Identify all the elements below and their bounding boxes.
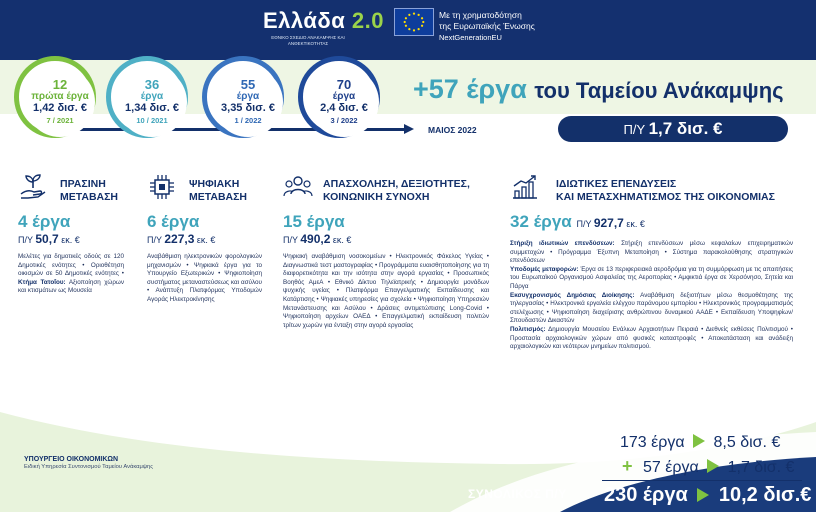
category-count [510,212,793,234]
eu-flag-icon [394,8,434,36]
description-paragraph [510,240,793,266]
category-title-line-2: ΚΑΙ ΜΕΤΑΣΧΗΜΑΤΙΣΜΟΣ ΤΗΣ ΟΙΚΟΝΟΜΙΑΣ [556,191,775,203]
eu-line-2: της Ευρωπαϊκής Ένωσης [439,21,535,31]
ministry-subtitle: Ειδική Υπηρεσία Συντονισμού Ταμείου Ανάκαμψης [24,464,154,470]
category-green-transition [18,168,124,296]
milestone-amount: 1,34 δισ. € [125,101,179,114]
amount-suffix: εκ. € [626,219,645,229]
milestone-date: 1 / 2022 [234,115,262,125]
total-amount: 10,2 δισ.€ [718,484,812,506]
summary-amount: 8,5 δισ. € [713,434,781,451]
summary-amount: 1,7 δισ. € [727,459,795,476]
headline [413,74,784,105]
budget-value: 1,7 δισ. € [648,119,723,138]
category-description: Ψηφιακή αναβάθμιση νοσοκομείων • Ηλεκτρονικός Φάκελος Υγείας • Διαγνωστικά τεστ μαστογραφίας • Προγράμματα ευαισθητοποίησης για τη διαφορετικότητα και την ισότητα στην αγορά εργασίας • Προσωπικός Βοηθός ΑμεΑ • Εθνικό Δίκτυο Τηλεϊατρικής • Δημιουργία μονάδων ψυχικής υγείας • Πλατφόρμα Επαγγελματικής Εκπαίδευσης και Κατάρτισης • Ψηφιακές υπηρεσίες για σχολεία • Ψηφιοποίηση Υπηρεσιών Μετανάστευσης και Ασύλου • Δράσεις αντιμετώπισης Long-Covid • Ψηφιοποίηση αρχείων ΟΑΕΔ • Επαγγελματική εκπαίδευση πολιτών τρίτων χωρών για ένταξη στην αγορά εργασίας [283,253,489,329]
budget-pill [558,116,788,142]
budget-prefix: Π/Υ [623,122,645,137]
amount-value: 927,7 [593,216,624,230]
category-digital-transition [147,168,262,305]
arrow-right-icon [697,488,709,502]
category-private-investment [510,168,793,352]
amount-value: 50,7 [35,232,59,246]
milestone-label: έργα [332,90,356,102]
category-description: Αναβάθμιση ηλεκτρονικών φορολογικών μηχανισμών • Ψηφιακά έργα για το Υπουργείο Εξωτερικών • Ψηφιοποίηση συστήματος μεταναστεύσεως και ασύλου • Ανάπτυξη Πλατφόρμας Υποδομών Αγοράς Ηλεκτροκίνησης [147,253,262,303]
eu-funding-text [439,10,535,43]
amount-prefix: Π/Υ [283,235,298,245]
headline-plus: +57 έργα [413,74,527,104]
category-title-line-1: ΑΠΑΣΧΟΛΗΣΗ, ΔΕΞΙΟΤΗΤΕΣ, [323,178,470,190]
paragraph-text: Έργα σε 13 περιφερειακά αεροδρόμια για τη συμμόρφωση με τις απαιτήσεις του Ευρωπαϊκού Οργανισμού Ασφαλείας της Αεροπορίας • Αμφικτιά έργα σε Χερσόνησο, Σητεία και Πάργα [510,265,793,290]
header-bar [0,0,816,60]
headline-date: ΜΑΙΟΣ 2022 [428,125,477,135]
growth-chart-icon [510,172,540,202]
timeline-arrow-icon [404,124,414,134]
amount-suffix: εκ. € [332,235,352,245]
amount-suffix: εκ. € [196,235,216,245]
milestone-amount: 3,35 δισ. € [221,101,275,114]
paragraph-heading: Υποδομές μεταφορών: [510,265,579,273]
milestone-label: πρώτα έργα [31,90,89,102]
arrow-right-icon [693,434,705,448]
brand-logo [263,8,384,46]
category-title-line-1: ΨΗΦΙΑΚΗ [189,178,240,190]
amount-prefix: Π/Υ [576,219,592,229]
summary-row-previous [620,434,780,452]
total-label: ΣΥΝΟΛΙΚΟΣ Π/Υ [468,487,567,501]
summary-divider [602,480,802,481]
milestone-count: 55 [240,76,256,92]
category-title-line-1: ΠΡΑΣΙΝΗ [60,178,106,190]
category-amount [147,232,262,247]
eu-line-3: NextGenerationEU [439,33,502,42]
milestone-2 [106,56,188,138]
category-description [510,240,793,352]
milestone-count: 70 [336,76,352,92]
category-count: 4 έργα [18,212,71,231]
summary-row-new [622,456,794,477]
category-description [18,253,124,296]
brand-version: 2.0 [351,8,384,33]
amount-value: 227,3 [164,232,195,246]
description-text: Μελέτες για δημοτικές οδούς σε 120 Δημοτικές ενότητες • Οριοθέτηση οικισμών σε 50 Δημοτικές ενότητες • [18,253,124,278]
milestone-date: 7 / 2021 [46,115,74,125]
seedling-hand-icon [18,172,48,202]
paragraph-heading: Πολιτισμός: [510,325,546,333]
description-paragraph [510,266,793,292]
brand-subtitle: ΕΘΝΙΚΟ ΣΧΕΔΙΟ ΑΝΑΚΑΜΨΗΣ ΚΑΙ ΑΝΘΕΚΤΙΚΟΤΗΤΑΣ [271,35,345,46]
milestone-label: έργα [236,90,260,102]
category-count: 6 έργα [147,212,200,231]
category-title-line-2: ΜΕΤΑΒΑΣΗ [189,191,248,203]
summary-projects: 173 έργα [620,434,685,451]
category-title-line-1: ΙΔΙΩΤΙΚΕΣ ΕΠΕΝΔΥΣΕΙΣ [556,178,677,190]
brand-name: Ελλάδα [263,8,346,33]
amount-value: 490,2 [300,232,331,246]
category-title-line-2: ΚΟΙΝΩΝΙΚΗ ΣΥΝΟΧΗ [323,191,430,203]
category-amount [18,232,124,247]
paragraph-heading: Εκσυγχρονισμός Δημόσιας Διοίκησης: [510,291,635,299]
amount-prefix: Π/Υ [147,235,162,245]
digital-chip-icon [147,172,177,202]
headline-rest: του Ταμείου Ανάκαμψης [534,78,784,103]
category-employment-skills [283,168,489,330]
milestone-amount: 1,42 δισ. € [33,101,87,114]
paragraph-heading: Στήριξη ιδιωτικών επενδύσεων: [510,240,615,247]
summary-projects: 57 έργα [642,459,699,476]
people-group-icon [283,172,313,202]
description-tail: Αξιοποίηση χώρων και κτισμάτων ως Μουσεία [18,278,124,295]
category-count: 15 έργα [283,212,345,231]
paragraph-text: Στήριξη επενδύσεων μέσω κεφαλαίων επιχειρηματικών συμμετοχών • Πρόγραμμα Έξυπνη Μεταποίηση • Σύστημα παρακολούθησης στρατηγικών επενδύσεων [510,240,794,265]
amount-prefix: Π/Υ [18,235,33,245]
summary-row-total [604,484,811,507]
milestone-label: έργα [140,90,164,102]
milestone-4 [298,56,380,138]
arrow-right-icon [707,459,719,473]
paragraph-text: Δημιουργία Μουσείου Ενάλιων Αρχαιοτήτων Πειραιά • Διεθνείς εκθέσεις Πολιτισμού • Προστασία αρχαιολογικών χώρων από φυσικές καταστροφές • Αποκατάσταση και ανάδειξη αρχαιολογικών και νεότερων μνημείων πολιτισμού. [510,325,793,351]
description-bold: Κτήμα Τατοΐου: [18,278,66,286]
milestone-3 [202,56,284,138]
ministry-block [24,456,153,470]
description-paragraph [510,326,793,352]
category-amount [283,232,489,247]
milestone-1 [14,56,96,138]
total-projects: 230 έργα [604,484,688,506]
milestone-date: 3 / 2022 [330,115,358,125]
milestone-date: 10 / 2021 [136,115,168,125]
category-title-line-2: ΜΕΤΑΒΑΣΗ [60,191,119,203]
category-count-value: 32 έργα [510,212,572,231]
eu-line-1: Με τη χρηματοδότηση [439,10,522,20]
plus-icon: + [622,456,633,476]
milestone-count: 36 [144,76,160,92]
milestone-count: 12 [52,76,68,92]
amount-suffix: εκ. € [61,235,80,245]
ministry-name: ΥΠΟΥΡΓΕΙΟ ΟΙΚΟΝΟΜΙΚΩΝ [24,456,119,463]
paragraph-text: Αναβάθμιση δεξιοτήτων μέσω θεσμοθέτησης της τηλεργασίας • Ηλεκτρονικά εργαλεία ελέγχου παράνομου εμπορίου • Ηλεκτρονικός προγραμματισμός στελέχωσης • Ψηφιοποίηση διαχείρισης ανθρώπινου δυναμικού ΑΑΔΕ • Εκπαίδευση Υποψηφίων/Σπουδαστών Δικαστών [510,291,794,325]
milestone-amount: 2,4 δισ. € [320,101,368,114]
description-paragraph [510,292,793,326]
